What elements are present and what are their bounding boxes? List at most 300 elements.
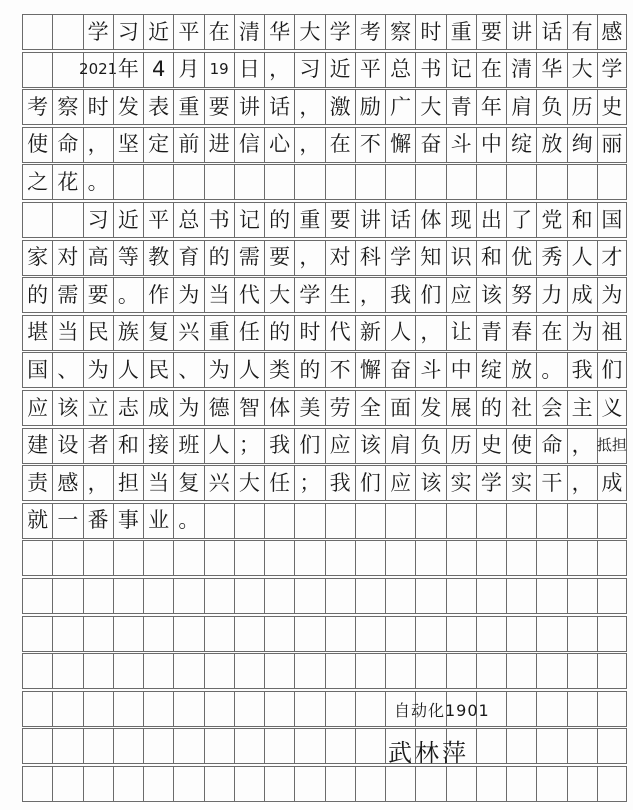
grid-cell (597, 616, 627, 652)
grid-cell (204, 503, 234, 539)
grid-cell: 者 (83, 428, 113, 464)
grid-cell: ， (567, 465, 597, 501)
grid-cell (385, 540, 415, 576)
grid-cell (325, 164, 355, 200)
grid-cell: 有 (567, 14, 597, 50)
grid-cell: 人 (234, 352, 264, 388)
grid-cell: 日 (234, 52, 264, 88)
grid-row (22, 14, 627, 50)
grid-cell: 话 (264, 89, 294, 125)
grid-cell: ， (83, 127, 113, 163)
grid-cell (173, 766, 203, 802)
grid-cell (567, 653, 597, 689)
grid-cell: 等 (113, 240, 143, 276)
grid-cell: 实 (506, 465, 536, 501)
grid-cell (385, 766, 415, 802)
grid-cell: 为 (597, 277, 627, 313)
grid-cell: 设 (52, 428, 82, 464)
grid-cell: 努 (506, 277, 536, 313)
grid-cell (294, 766, 324, 802)
grid-cell: 时 (415, 14, 445, 50)
grid-cell: 们 (294, 428, 324, 464)
grid-cell: 重 (446, 14, 476, 50)
grid-cell: 展 (446, 390, 476, 426)
grid-cell: 兴 (204, 465, 234, 501)
grid-cell: 学 (83, 14, 113, 50)
grid-cell: 育 (173, 240, 203, 276)
grid-cell: 兴 (173, 315, 203, 351)
grid-cell (173, 691, 203, 727)
grid-cell (415, 540, 445, 576)
grid-cell (234, 616, 264, 652)
grid-cell: 实 (446, 465, 476, 501)
grid-cell (506, 616, 536, 652)
grid-cell (506, 766, 536, 802)
grid-cell: ， (355, 277, 385, 313)
grid-cell (143, 653, 173, 689)
grid-cell: 该 (415, 465, 445, 501)
grid-cell: 重 (204, 315, 234, 351)
grid-cell: 教 (143, 240, 173, 276)
grid-cell (597, 691, 627, 727)
grid-cell (113, 164, 143, 200)
grid-cell (536, 578, 566, 614)
grid-cell: 在 (536, 315, 566, 351)
grid-cell: 我 (385, 277, 415, 313)
grid-cell: 前 (173, 127, 203, 163)
grid-cell (385, 653, 415, 689)
grid-row (22, 465, 627, 501)
grid-cell: 就 (22, 503, 52, 539)
grid-cell: 成 (143, 390, 173, 426)
grid-cell (567, 503, 597, 539)
grid-cell: 出 (476, 202, 506, 238)
grid-cell: ， (567, 428, 597, 464)
grid-cell: 们 (415, 277, 445, 313)
grid-cell: 人 (567, 240, 597, 276)
grid-cell (294, 164, 324, 200)
grid-cell: 清 (234, 14, 264, 50)
grid-cell: 讲 (506, 14, 536, 50)
grid-cell: 月 (173, 52, 203, 88)
grid-cell (567, 578, 597, 614)
grid-cell (113, 616, 143, 652)
grid-cell: 表 (143, 89, 173, 125)
grid-cell (506, 728, 536, 764)
grid-cell: 人 (204, 428, 234, 464)
grid-row (22, 540, 627, 576)
grid-row (22, 277, 627, 313)
grid-cell (325, 540, 355, 576)
grid-row (22, 616, 627, 652)
grid-cell: 国 (597, 202, 627, 238)
grid-cell: 总 (385, 52, 415, 88)
grid-cell: 学 (385, 240, 415, 276)
grid-cell (536, 616, 566, 652)
grid-cell: 应 (385, 465, 415, 501)
grid-cell (113, 653, 143, 689)
grid-cell: 让 (446, 315, 476, 351)
grid-cell (234, 766, 264, 802)
grid-cell: 坚 (113, 127, 143, 163)
grid-cell (143, 728, 173, 764)
grid-cell: 考 (22, 89, 52, 125)
grid-cell (234, 503, 264, 539)
grid-cell (52, 14, 82, 50)
grid-cell: 大 (567, 52, 597, 88)
grid-cell: 讲 (355, 202, 385, 238)
grid-cell: 体 (415, 202, 445, 238)
grid-cell: 任 (264, 465, 294, 501)
grid-cell (567, 616, 597, 652)
grid-cell (113, 540, 143, 576)
grid-cell (567, 164, 597, 200)
grid-cell: 放 (536, 127, 566, 163)
grid-cell (234, 728, 264, 764)
grid-cell (22, 691, 52, 727)
grid-cell: 我 (325, 465, 355, 501)
grid-cell: 平 (355, 52, 385, 88)
grid-cell: 近 (143, 14, 173, 50)
grid-cell: 民 (83, 315, 113, 351)
grid-cell (506, 503, 536, 539)
grid-cell: 书 (204, 202, 234, 238)
grid-cell: 当 (204, 277, 234, 313)
grid-cell: 的 (204, 240, 234, 276)
grid-cell (52, 766, 82, 802)
grid-cell: 大 (234, 465, 264, 501)
grid-cell (234, 164, 264, 200)
grid-cell: 学 (476, 465, 506, 501)
grid-cell: 感 (52, 465, 82, 501)
grid-cell: 需 (234, 240, 264, 276)
grid-cell (415, 503, 445, 539)
grid-cell (264, 578, 294, 614)
grid-cell: 德 (204, 390, 234, 426)
grid-cell: 任 (234, 315, 264, 351)
grid-cell (325, 653, 355, 689)
grid-cell: 。 (113, 277, 143, 313)
grid-cell (536, 691, 566, 727)
grid-row (22, 202, 627, 238)
grid-cell: 在 (476, 52, 506, 88)
grid-cell: 书 (415, 52, 445, 88)
grid-cell: ， (83, 465, 113, 501)
grid-cell: 民 (143, 352, 173, 388)
grid-cell (22, 14, 52, 50)
grid-cell: 不 (355, 127, 385, 163)
grid-cell: 。 (83, 164, 113, 200)
grid-cell: 作 (143, 277, 173, 313)
grid-cell: 学 (325, 14, 355, 50)
grid-cell (536, 164, 566, 200)
grid-cell: 察 (385, 14, 415, 50)
grid-cell: 命 (536, 428, 566, 464)
grid-cell: 家 (22, 240, 52, 276)
grid-cell: 绽 (506, 127, 536, 163)
grid-cell: 总 (173, 202, 203, 238)
grid-cell: 要 (325, 202, 355, 238)
grid-cell (173, 164, 203, 200)
grid-cell (476, 540, 506, 576)
grid-cell (264, 691, 294, 727)
grid-row (22, 390, 627, 426)
grid-row (22, 89, 627, 125)
grid-cell: ， (264, 52, 294, 88)
grid-cell (143, 578, 173, 614)
grid-cell (446, 578, 476, 614)
grid-cell: 了 (506, 202, 536, 238)
grid-cell: 、 (52, 352, 82, 388)
grid-cell: 。 (536, 352, 566, 388)
grid-cell: 、 (173, 352, 203, 388)
grid-cell: 党 (536, 202, 566, 238)
grid-cell: 干 (536, 465, 566, 501)
grid-cell (52, 653, 82, 689)
grid-cell: 对 (325, 240, 355, 276)
grid-cell: 复 (143, 315, 173, 351)
grid-cell (52, 616, 82, 652)
grid-cell: 新 (355, 315, 385, 351)
grid-cell (446, 164, 476, 200)
grid-cell: 话 (385, 202, 415, 238)
grid-cell (22, 728, 52, 764)
grid-row (22, 428, 627, 464)
grid-cell: 平 (143, 202, 173, 238)
grid-cell (52, 691, 82, 727)
grid-cell (506, 653, 536, 689)
grid-cell: 激 (325, 89, 355, 125)
grid-cell: 一 (52, 503, 82, 539)
grid-cell (204, 540, 234, 576)
grid-cell (264, 766, 294, 802)
grid-cell: 识 (446, 240, 476, 276)
grid-cell: 要 (264, 240, 294, 276)
grid-cell (173, 616, 203, 652)
grid-cell: 发 (415, 390, 445, 426)
grid-cell: 为 (204, 352, 234, 388)
grid-cell (567, 766, 597, 802)
grid-cell (83, 691, 113, 727)
grid-cell: 华 (264, 14, 294, 50)
grid-cell (204, 653, 234, 689)
grid-cell (476, 578, 506, 614)
grid-cell: 华 (536, 52, 566, 88)
grid-cell: 主 (567, 390, 597, 426)
grid-cell: 斗 (446, 127, 476, 163)
grid-cell: 重 (294, 202, 324, 238)
grid-cell: 复 (173, 465, 203, 501)
grid-cell: 我 (567, 352, 597, 388)
grid-cell: 青 (476, 315, 506, 351)
grid-cell: 学 (597, 52, 627, 88)
grid-cell: 人 (113, 352, 143, 388)
grid-cell: 奋 (415, 127, 445, 163)
grid-cell (204, 766, 234, 802)
grid-cell: 的 (264, 315, 294, 351)
grid-cell (113, 766, 143, 802)
grid-cell: 习 (83, 202, 113, 238)
grid-cell (567, 728, 597, 764)
grid-cell (264, 653, 294, 689)
grid-cell (22, 653, 52, 689)
grid-cell (52, 728, 82, 764)
grid-cell: ； (234, 428, 264, 464)
grid-cell (355, 578, 385, 614)
grid-cell: 励 (355, 89, 385, 125)
grid-cell (476, 653, 506, 689)
grid-cell (83, 540, 113, 576)
grid-cell: 记 (234, 202, 264, 238)
grid-cell: 史 (597, 89, 627, 125)
grid-row (22, 653, 627, 689)
grid-cell: 体 (264, 390, 294, 426)
grid-cell: 使 (22, 127, 52, 163)
grid-cell (113, 691, 143, 727)
grid-cell: 应 (446, 277, 476, 313)
grid-row (22, 578, 627, 614)
grid-cell (204, 728, 234, 764)
grid-cell: 应 (325, 428, 355, 464)
grid-cell (173, 728, 203, 764)
grid-cell (536, 766, 566, 802)
grid-cell (355, 766, 385, 802)
grid-cell: 力 (536, 277, 566, 313)
grid-cell: 察 (52, 89, 82, 125)
grid-cell: 事 (113, 503, 143, 539)
grid-cell (113, 578, 143, 614)
grid-cell (506, 578, 536, 614)
grid-row (22, 691, 627, 727)
grid-cell: 在 (204, 14, 234, 50)
grid-cell: 。 (173, 503, 203, 539)
grid-cell: 成 (597, 465, 627, 501)
grid-cell (143, 616, 173, 652)
grid-cell: 该 (355, 428, 385, 464)
grid-cell: 习 (294, 52, 324, 88)
grid-cell (22, 578, 52, 614)
grid-cell: 命 (52, 127, 82, 163)
grid-cell: 代 (234, 277, 264, 313)
grid-cell (83, 616, 113, 652)
grid-cell: 心 (264, 127, 294, 163)
grid-cell: 抵担 (597, 428, 627, 464)
grid-cell: 绚 (567, 127, 597, 163)
grid-cell: 为 (567, 315, 597, 351)
grid-cell: 需 (52, 277, 82, 313)
grid-cell: 花 (52, 164, 82, 200)
grid-cell: 进 (204, 127, 234, 163)
grid-cell: 肩 (506, 89, 536, 125)
grid-row (22, 127, 627, 163)
grid-cell: ， (294, 127, 324, 163)
grid-cell: 的 (294, 352, 324, 388)
grid-cell (204, 164, 234, 200)
grid-cell (506, 691, 536, 727)
grid-cell (22, 202, 52, 238)
grid-cell: 志 (113, 390, 143, 426)
grid-cell (22, 766, 52, 802)
grid-cell (597, 164, 627, 200)
grid-cell: 史 (476, 428, 506, 464)
grid-cell (325, 616, 355, 652)
grid-cell: 负 (415, 428, 445, 464)
grid-cell: 科 (355, 240, 385, 276)
grid-cell (536, 503, 566, 539)
grid-cell: 肩 (385, 428, 415, 464)
grid-cell: ； (294, 465, 324, 501)
grid-cell (234, 540, 264, 576)
grid-cell: 2021 (83, 52, 113, 88)
grid-cell (355, 616, 385, 652)
grid-cell (536, 653, 566, 689)
grid-cell: 优 (506, 240, 536, 276)
grid-cell (385, 616, 415, 652)
grid-cell (415, 164, 445, 200)
grid-cell: 为 (173, 277, 203, 313)
grid-cell: 要 (204, 89, 234, 125)
grid-cell (294, 616, 324, 652)
grid-cell: 面 (385, 390, 415, 426)
grid-cell: 担 (113, 465, 143, 501)
grid-cell: 放 (506, 352, 536, 388)
grid-cell (204, 578, 234, 614)
grid-cell: 时 (83, 89, 113, 125)
grid-cell: 业 (143, 503, 173, 539)
signature-class: 自动化1901 (394, 701, 490, 720)
grid-cell: ， (294, 89, 324, 125)
grid-cell (294, 691, 324, 727)
grid-cell: 懈 (385, 127, 415, 163)
grid-cell: 知 (415, 240, 445, 276)
grid-cell: 们 (597, 352, 627, 388)
grid-cell: 族 (113, 315, 143, 351)
grid-cell (325, 766, 355, 802)
grid-cell: 美 (294, 390, 324, 426)
grid-cell: 接 (143, 428, 173, 464)
grid-cell (355, 503, 385, 539)
grid-cell (597, 578, 627, 614)
grid-cell (567, 540, 597, 576)
grid-cell: 责 (22, 465, 52, 501)
grid-cell: 会 (536, 390, 566, 426)
grid-cell: 负 (536, 89, 566, 125)
grid-cell (415, 616, 445, 652)
grid-cell: 我 (264, 428, 294, 464)
grid-cell: 发 (113, 89, 143, 125)
grid-cell: 之 (22, 164, 52, 200)
grid-cell: ， (294, 240, 324, 276)
grid-cell: 中 (476, 127, 506, 163)
grid-cell (355, 540, 385, 576)
grid-cell: 立 (83, 390, 113, 426)
grid-cell: 班 (173, 428, 203, 464)
grid-cell: 番 (83, 503, 113, 539)
grid-cell: 国 (22, 352, 52, 388)
grid-cell (264, 503, 294, 539)
grid-cell: 为 (173, 390, 203, 426)
grid-cell (204, 616, 234, 652)
grid-cell: 在 (325, 127, 355, 163)
grid-cell: 年 (476, 89, 506, 125)
grid-cell: 时 (294, 315, 324, 351)
grid-cell (143, 540, 173, 576)
grid-cell (476, 164, 506, 200)
grid-cell: 年 (113, 52, 143, 88)
grid-cell: 义 (597, 390, 627, 426)
grid-cell (173, 578, 203, 614)
grid-row (22, 503, 627, 539)
